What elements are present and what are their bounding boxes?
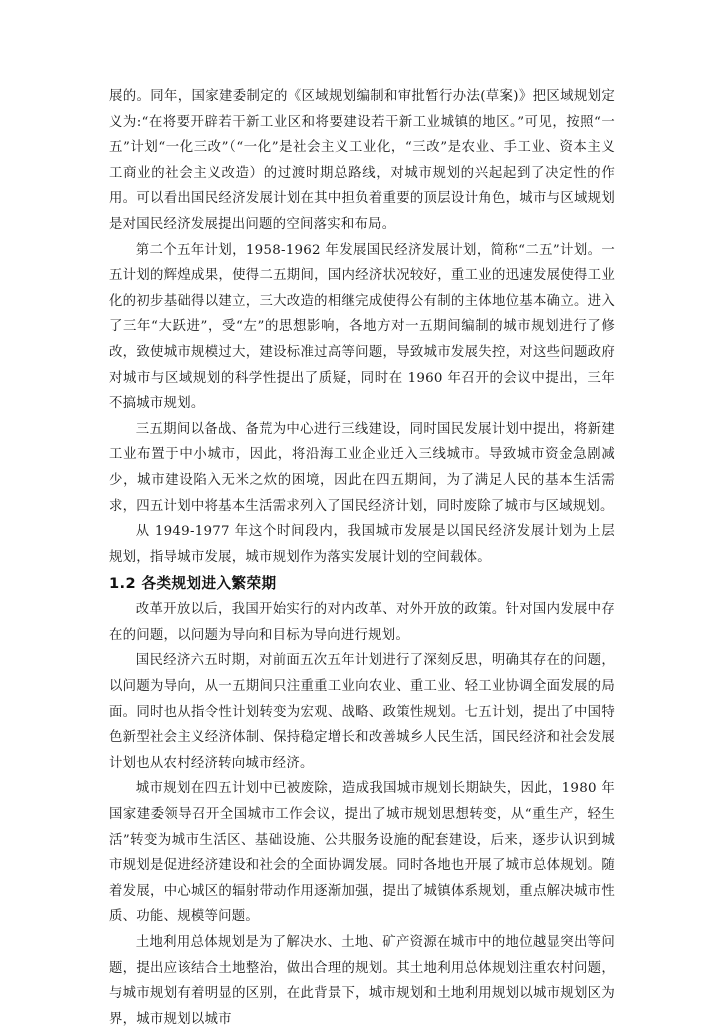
paragraph-reform-opening: 改革开放以后，我国开始实行的对内改革、对外开放的政策。针对国内发展中存在的问题，以问题为导向和目标为导向进行规划。 [109,602,615,643]
paragraph-urban-planning: 城市规划在四五计划中已被废除，造成我国城市规划长期缺失，因此，1980 年国家建委领导召开全国城市工作会议，提出了城市规划思想转变，从“重生产，轻生活”转变为城市生活区、基础设施、公共服务设施的配套建设，后来，逐步认识到城市规划是促进经济建设和社会的全面协调发展。同时各地也开展了城市总体规划。随着发展，中心城区的辐射带动作用逐渐加强，提出了城镇体系规划，重点解决城市性质、功能、规模等问题。 [109,781,615,925]
paragraph-1949-1977-summary: 从 1949-1977 年这个时间段内，我国城市发展是以国民经济发展计划为上层规划，指导城市发展，城市规划作为落实发展计划的空间载体。 [109,524,615,565]
document-body [109,84,615,1032]
section-heading: 1.2 各类规划进入繁荣期 [109,575,277,593]
paragraph-continuation: 展的。同年，国家建委制定的《区域规划编制和审批暂行办法(草案)》把区域规划定义为:“在将要开辟若干新工业区和将要建设若干新工业城镇的地区。”可见，按照“一五”计划“一化三改”（“一化”是社会主义工业化，“三改”是农业、手工业、资本主义工商业的社会主义改造）的过渡时期总路线，对城市规划的兴起起到了决定性的作用。可以看出国民经济发展计划在其中担负着重要的顶层设计角色，城市与区域规划是对国民经济发展提出问题的空间落实和布局。 [109,89,615,232]
paragraph-land-use-planning: 土地利用总体规划是为了解决水、土地、矿产资源在城市中的地位越显突出等问题，提出应该结合土地整治，做出合理的规划。其土地利用总体规划注重农村问题，与城市规划有着明显的区别，在此背景下，城市规划和土地利用规划以城市规划区为界，城市规划以城市 [109,935,615,1027]
paragraph-third-fourth-five-year-plan: 三五期间以备战、备荒为中心进行三线建设，同时国民发展计划中提出，将新建工业布置于中小城市，因此，将沿海工业企业迁入三线城市。导致城市资金急剧减少，城市建设陷入无米之炊的困境，因此在四五期间，为了满足人民的基本生活需求，四五计划中将基本生活需求列入了国民经济计划，同时废除了城市与区域规划。 [109,421,615,514]
paragraph-second-five-year-plan: 第二个五年计划，1958-1962 年发展国民经济发展计划，简称“二五”计划。一五计划的辉煌成果，使得二五期间，国内经济状况较好，重工业的迅速发展使得工业化的初步基础得以建立，三大改造的相继完成使得公有制的主体地位基本确立。进入了三年“大跃进”，受“左”的思想影响，各地方对一五期间编制的城市规划进行了修改，致使城市规模过大，建设标准过高等问题，导致城市发展失控，对这些问题政府对城市与区域规划的科学性提出了质疑，同时在 1960 年召开的会议中提出，三年不搞城市规划。 [109,242,615,412]
paragraph-sixth-five-year-plan: 国民经济六五时期，对前面五次五年计划进行了深刻反思，明确其存在的问题，以问题为导向，从一五期间只注重重工业向农业、重工业、轻工业协调全面发展的局面。同时也从指令性计划转变为宏观、战略、政策性规划。七五计划，提出了中国特色新型社会主义经济体制、保持稳定增长和改善城乡人民生活，国民经济和社会发展计划也从农村经济转向城市经济。 [109,653,615,771]
